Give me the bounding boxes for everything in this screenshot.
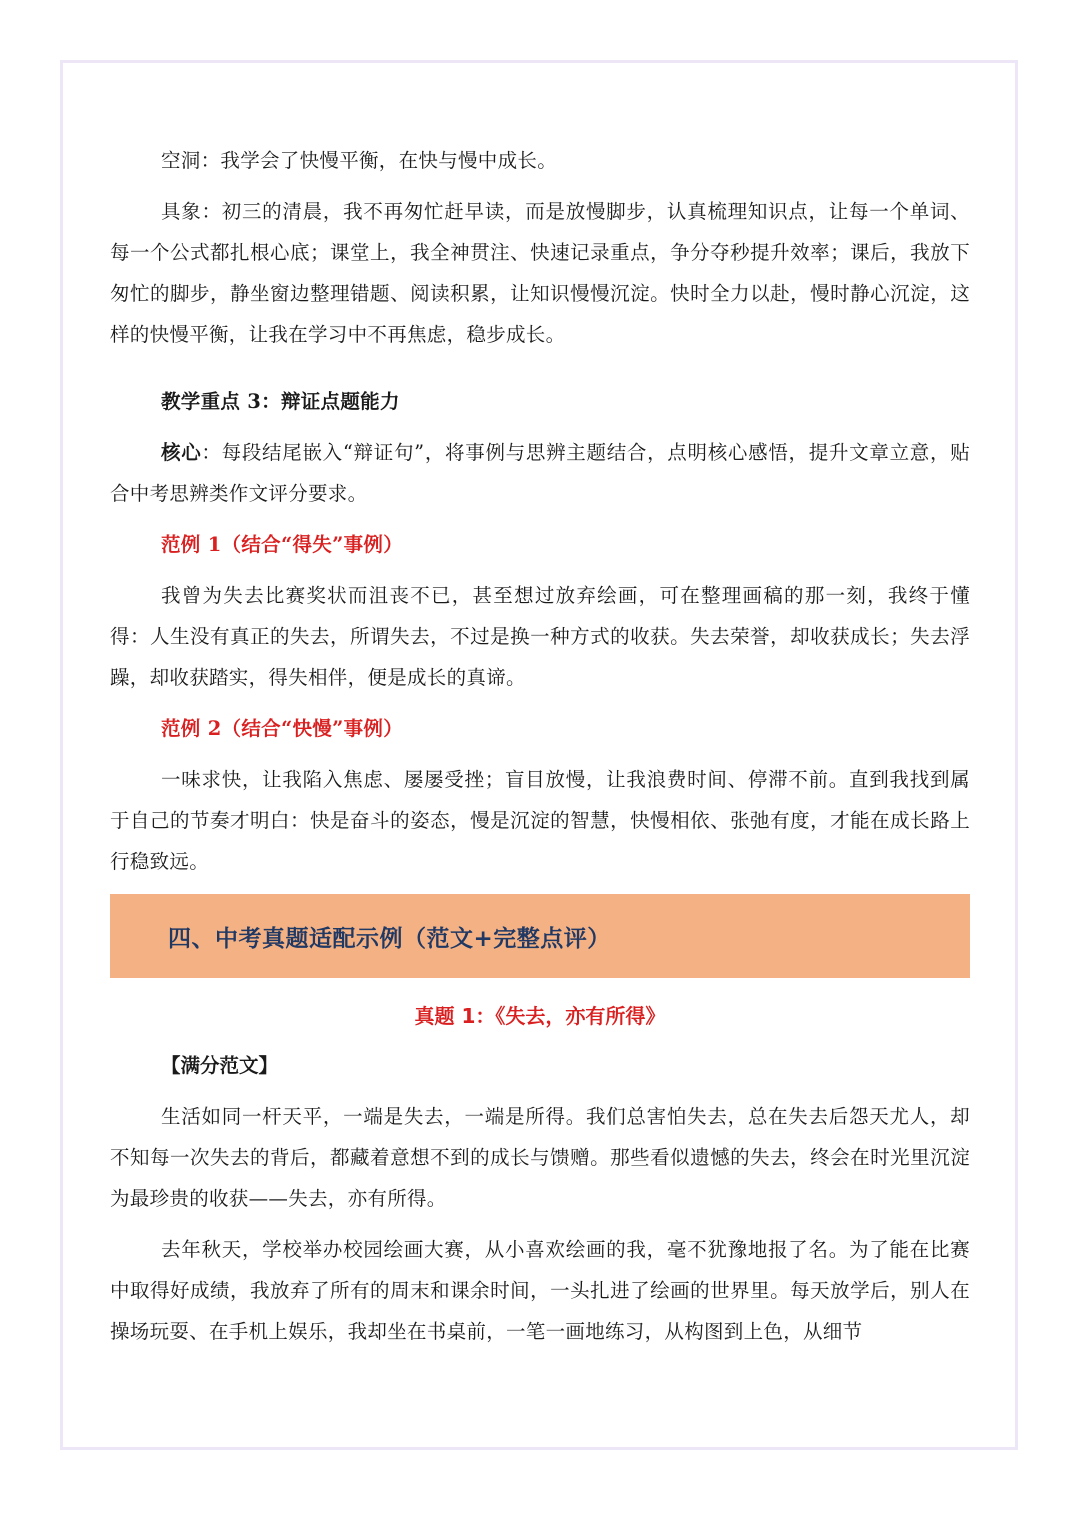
essay-paragraph-1: 生活如同一杆天平，一端是失去，一端是所得。我们总害怕失去，总在失去后怨天尤人，却不知每一次失去的背后，都藏着意想不到的成长与馈赠。那些看似遗憾的失去，终会在时光里沉淀为最珍贵的收获——失去，亦有所得。 [110,1105,970,1210]
example2-title: 范例 2（结合“快慢”事例） [161,717,403,740]
question1-title: 真题 1：《失去，亦有所得》 [414,1004,666,1028]
core-label: 核心 [161,441,202,464]
concrete-example-paragraph: 具象：初三的清晨，我不再匆忙赶早读，而是放慢脚步，认真梳理知识点，让每一个单词、每一个公式都扎根心底；课堂上，我全神贯注、快速记录重点，争分夺秒提升效率；课后，我放下匆忙的脚步，静坐窗边整理错题、阅读积累，让知识慢慢沉淀。快时全力以赴，慢时静心沉淀，这样的快慢平衡，让我在学习中不再焦虑，稳步成长。 [110,200,970,346]
essay-paragraph-2: 去年秋天，学校举办校园绘画大赛，从小喜欢绘画的我，毫不犹豫地报了名。为了能在比赛中取得好成绩，我放弃了所有的周末和课余时间，一头扎进了绘画的世界里。每天放学后，别人在操场玩耍、在手机上娱乐，我却坐在书桌前，一笔一画地练习，从构图到上色，从细节 [110,1238,970,1343]
full-marks-label: 【满分范文】 [161,1054,279,1077]
example1-title: 范例 1（结合“得失”事例） [161,533,403,556]
focus3-core-paragraph [110,432,970,514]
abstract-example-line: 空洞：我学会了快慢平衡，在快与慢中成长。 [161,149,558,172]
document-content [110,140,970,1352]
section4-heading: 四、中考真题适配示例（范文+完整点评） [168,925,611,952]
section4-heading-bar [110,894,970,978]
focus3-title: 教学重点 3：辩证点题能力 [161,390,400,413]
core-text: ：每段结尾嵌入“辩证句”，将事例与思辨主题结合，点明核心感悟，提升文章立意，贴合中考思辨类作文评分要求。 [110,441,970,505]
example1-paragraph: 我曾为失去比赛奖状而沮丧不已，甚至想过放弃绘画，可在整理画稿的那一刻，我终于懂得：人生没有真正的失去，所谓失去，不过是换一种方式的收获。失去荣誉，却收获成长；失去浮躁，却收获踏实，得失相伴，便是成长的真谛。 [110,584,970,689]
example2-paragraph: 一味求快，让我陷入焦虑、屡屡受挫；盲目放慢，让我浪费时间、停滞不前。直到我找到属于自己的节奏才明白：快是奋斗的姿态，慢是沉淀的智慧，快慢相依、张弛有度，才能在成长路上行稳致远。 [110,768,970,873]
